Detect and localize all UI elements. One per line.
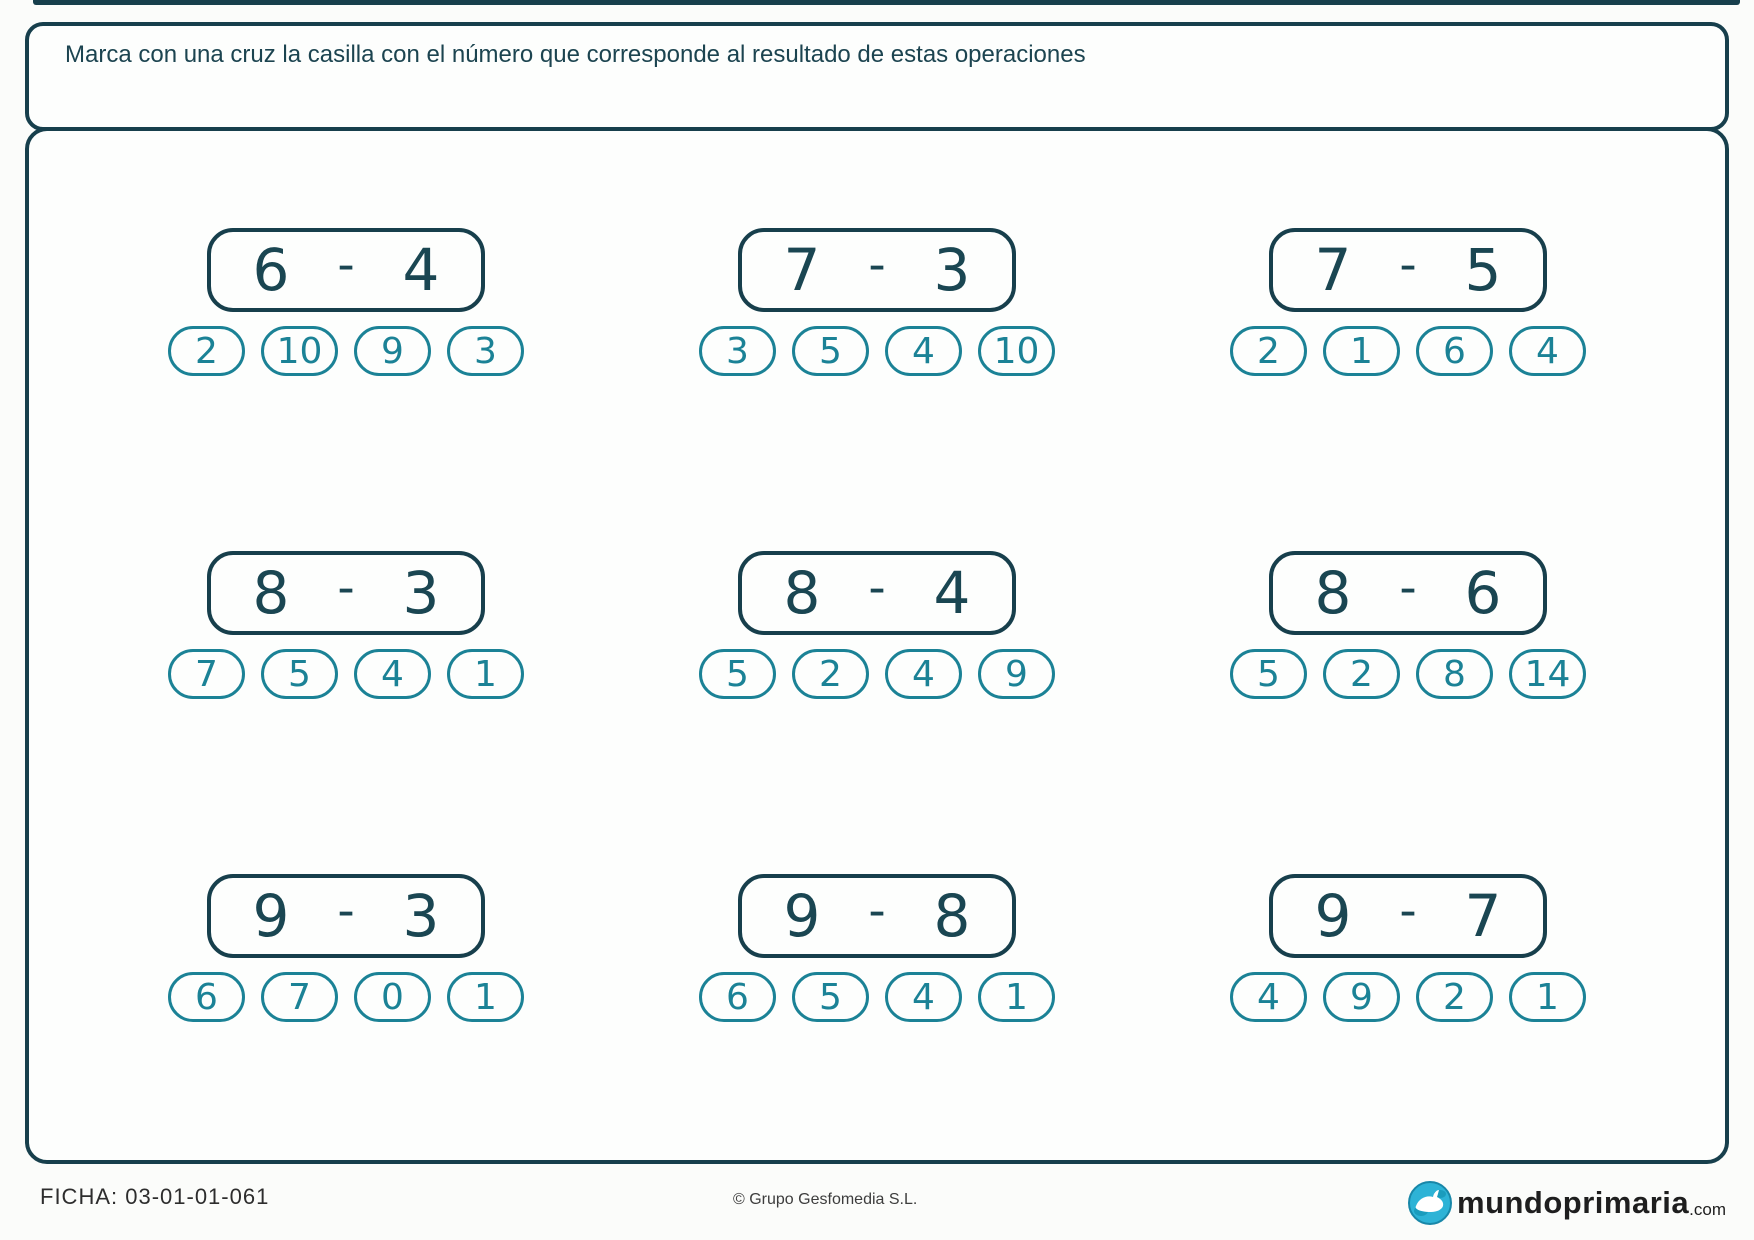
- answer-option[interactable]: 2: [792, 649, 869, 699]
- answer-option[interactable]: 5: [792, 326, 869, 376]
- problem-cell: [1158, 874, 1658, 1022]
- operand-left: 6: [252, 236, 290, 304]
- answer-options: [1230, 326, 1586, 376]
- answer-option[interactable]: 1: [447, 972, 524, 1022]
- answer-option[interactable]: 2: [1416, 972, 1493, 1022]
- instruction-box: [25, 22, 1729, 131]
- answer-options: [699, 972, 1055, 1022]
- answer-option[interactable]: 3: [447, 326, 524, 376]
- answer-option[interactable]: 1: [978, 972, 1055, 1022]
- answer-option[interactable]: 1: [1509, 972, 1586, 1022]
- ficha-code: FICHA: 03-01-01-061: [40, 1184, 270, 1209]
- operand-left: 8: [783, 559, 821, 627]
- answer-option[interactable]: 8: [1416, 649, 1493, 699]
- answer-option[interactable]: 7: [168, 649, 245, 699]
- minus-sign: -: [1399, 237, 1417, 293]
- answer-option[interactable]: 2: [1323, 649, 1400, 699]
- answer-option[interactable]: 0: [354, 972, 431, 1022]
- minus-sign: -: [868, 237, 886, 293]
- answer-option[interactable]: 1: [1323, 326, 1400, 376]
- answer-options: [168, 972, 524, 1022]
- answer-option[interactable]: 2: [168, 326, 245, 376]
- answer-option[interactable]: 6: [168, 972, 245, 1022]
- operand-left: 9: [783, 882, 821, 950]
- operation-box: [738, 228, 1016, 312]
- operand-right: 3: [402, 559, 440, 627]
- brand-name: mundoprimaria: [1457, 1185, 1690, 1220]
- operand-left: 8: [252, 559, 290, 627]
- operand-left: 7: [783, 236, 821, 304]
- operand-right: 6: [1464, 559, 1502, 627]
- answer-option[interactable]: 5: [1230, 649, 1307, 699]
- problem-cell: [627, 874, 1127, 1022]
- answer-option[interactable]: 4: [885, 326, 962, 376]
- mundoprimaria-logo: [1408, 1181, 1726, 1225]
- minus-sign: -: [337, 560, 355, 616]
- answer-options: [168, 649, 524, 699]
- answer-option[interactable]: 2: [1230, 326, 1307, 376]
- problem-cell: [96, 874, 596, 1022]
- problem-cell: [96, 551, 596, 699]
- operation-box: [207, 874, 485, 958]
- minus-sign: -: [1399, 883, 1417, 939]
- operand-right: 4: [933, 559, 971, 627]
- problems-grid: [96, 228, 1658, 1022]
- answer-options: [1230, 649, 1586, 699]
- minus-sign: -: [868, 883, 886, 939]
- operation-box: [1269, 551, 1547, 635]
- instruction-text: Marca con una cruz la casilla con el número que corresponde al resultado de estas operaciones: [65, 41, 1086, 68]
- answer-option[interactable]: 1: [447, 649, 524, 699]
- operation-box: [207, 228, 485, 312]
- operand-left: 9: [1314, 882, 1352, 950]
- operand-right: 8: [933, 882, 971, 950]
- operand-right: 4: [402, 236, 440, 304]
- answer-option[interactable]: 4: [885, 649, 962, 699]
- operand-left: 7: [1314, 236, 1352, 304]
- answer-option[interactable]: 4: [354, 649, 431, 699]
- problem-cell: [1158, 228, 1658, 376]
- answer-option[interactable]: 5: [699, 649, 776, 699]
- problem-cell: [627, 228, 1127, 376]
- answer-option[interactable]: 4: [1509, 326, 1586, 376]
- minus-sign: -: [1399, 560, 1417, 616]
- answer-option[interactable]: 9: [1323, 972, 1400, 1022]
- answer-options: [699, 326, 1055, 376]
- answer-options: [1230, 972, 1586, 1022]
- copyright-text: © Grupo Gesfomedia S.L.: [733, 1191, 918, 1208]
- answer-option[interactable]: 10: [261, 326, 338, 376]
- operation-box: [1269, 228, 1547, 312]
- operand-left: 9: [252, 882, 290, 950]
- answer-options: [168, 326, 524, 376]
- operand-right: 3: [933, 236, 971, 304]
- answer-option[interactable]: 5: [261, 649, 338, 699]
- answer-option[interactable]: 9: [354, 326, 431, 376]
- operation-box: [207, 551, 485, 635]
- mundoprimaria-logo-icon: [1408, 1181, 1452, 1225]
- operand-left: 8: [1314, 559, 1352, 627]
- operand-right: 5: [1464, 236, 1502, 304]
- operation-box: [738, 874, 1016, 958]
- answer-option[interactable]: 6: [699, 972, 776, 1022]
- problem-cell: [96, 228, 596, 376]
- answer-option[interactable]: 9: [978, 649, 1055, 699]
- problem-cell: [1158, 551, 1658, 699]
- answer-option[interactable]: 4: [1230, 972, 1307, 1022]
- operand-right: 3: [402, 882, 440, 950]
- top-border-line: [33, 0, 1740, 5]
- minus-sign: -: [337, 237, 355, 293]
- operation-box: [738, 551, 1016, 635]
- minus-sign: -: [868, 560, 886, 616]
- answer-options: [699, 649, 1055, 699]
- minus-sign: -: [337, 883, 355, 939]
- answer-option[interactable]: 5: [792, 972, 869, 1022]
- answer-option[interactable]: 6: [1416, 326, 1493, 376]
- answer-option[interactable]: 7: [261, 972, 338, 1022]
- answer-option[interactable]: 10: [978, 326, 1055, 376]
- operand-right: 7: [1464, 882, 1502, 950]
- answer-option[interactable]: 4: [885, 972, 962, 1022]
- brand-suffix: .com: [1689, 1199, 1726, 1219]
- operation-box: [1269, 874, 1547, 958]
- answer-option[interactable]: 3: [699, 326, 776, 376]
- answer-option[interactable]: 14: [1509, 649, 1586, 699]
- problem-cell: [627, 551, 1127, 699]
